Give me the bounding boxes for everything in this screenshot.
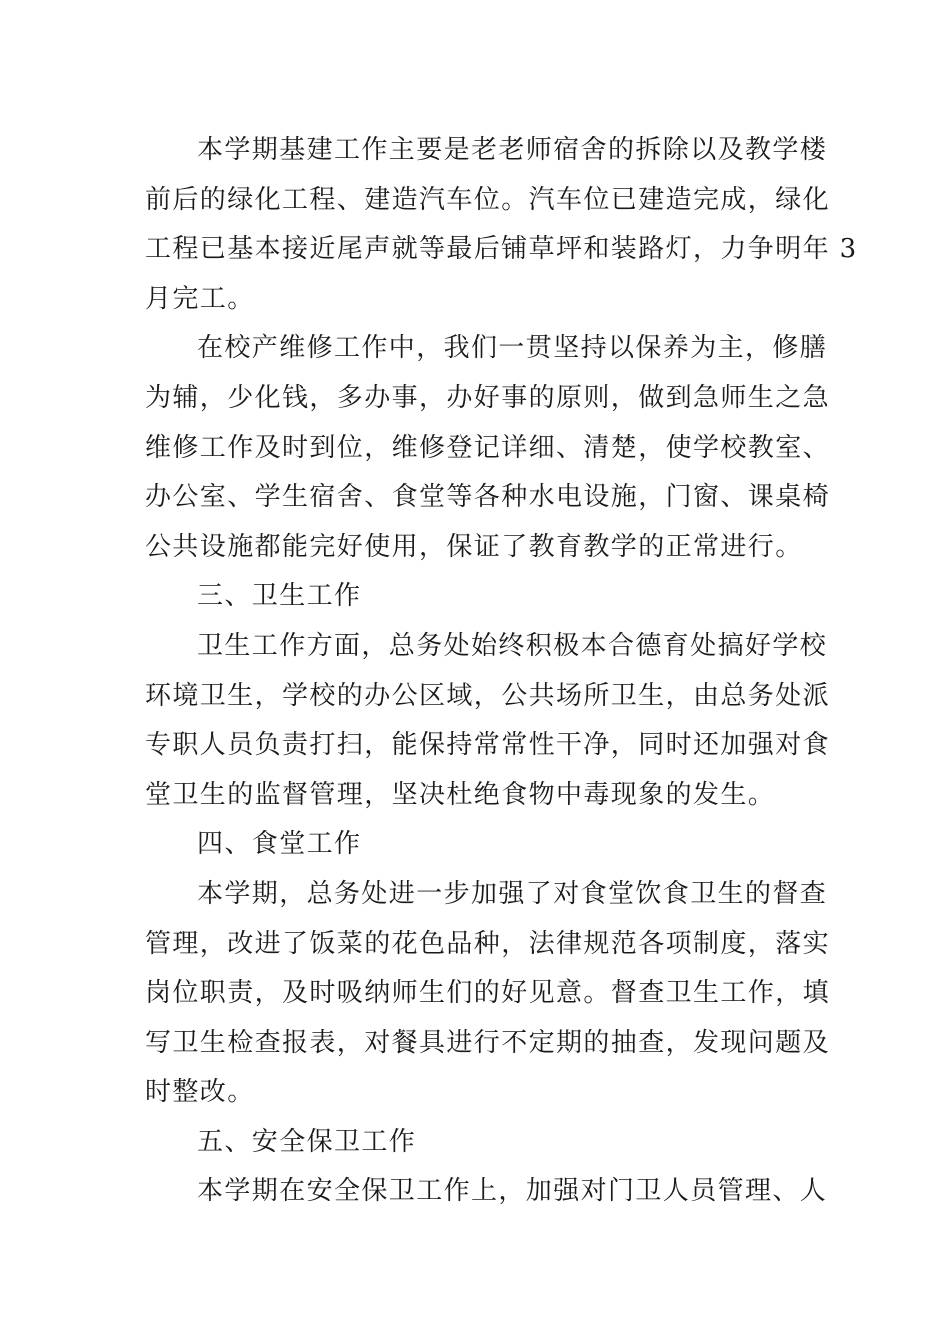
text-line: 为辅，少化钱，多办事，办好事的原则，做到急师生之急 — [145, 382, 831, 413]
text-line: 管理，改进了饭菜的花色品种，法律规范各项制度，落实 — [145, 928, 831, 959]
text-line: 在校产维修工作中，我们一贯坚持以保养为主，修膳 — [197, 333, 828, 364]
text-line: 工程已基本接近尾声就等最后铺草坪和装路灯，力争明年 3 — [145, 234, 858, 265]
text-line: 月完工。 — [145, 283, 255, 314]
text-line: 公共设施都能完好使用，保证了教育教学的正常进行。 — [145, 531, 803, 562]
text-line: 专职人员负责打扫，能保持常常性干净，同时还加强对食 — [145, 730, 831, 761]
text-line: 写卫生检查报表，对餐具进行不定期的抽查，发现问题及 — [145, 1027, 831, 1058]
text-line: 卫生工作方面，总务处始终积极本合德育处搞好学校 — [197, 630, 828, 661]
text-line: 本学期基建工作主要是老老师宿舍的拆除以及教学楼 — [197, 135, 828, 165]
section-heading: 三、卫生工作 — [197, 581, 362, 612]
section-heading: 四、食堂工作 — [197, 829, 362, 860]
text-line: 维修工作及时到位，维修登记详细、清楚，使学校教室、 — [145, 432, 831, 463]
text-line: 时整改。 — [145, 1077, 255, 1108]
text-line: 前后的绿化工程、建造汽车位。汽车位已建造完成，绿化 — [145, 184, 831, 215]
text-line: 本学期，总务处进一步加强了对食堂饮食卫生的督查 — [197, 878, 828, 909]
text-line: 本学期在安全保卫工作上，加强对门卫人员管理、人 — [197, 1176, 828, 1207]
body-text — [145, 126, 858, 1217]
text-line: 环境卫生，学校的办公区域，公共场所卫生，由总务处派 — [145, 680, 831, 711]
text-line: 岗位职责，及时吸纳师生们的好见意。督查卫生工作，填 — [145, 978, 831, 1009]
section-heading: 五、安全保卫工作 — [197, 1126, 417, 1157]
text-line: 办公室、学生宿舍、食堂等各种水电设施，门窗、课桌椅 — [145, 482, 831, 513]
text-line: 堂卫生的监督管理，坚决杜绝食物中毒现象的发生。 — [145, 779, 776, 810]
